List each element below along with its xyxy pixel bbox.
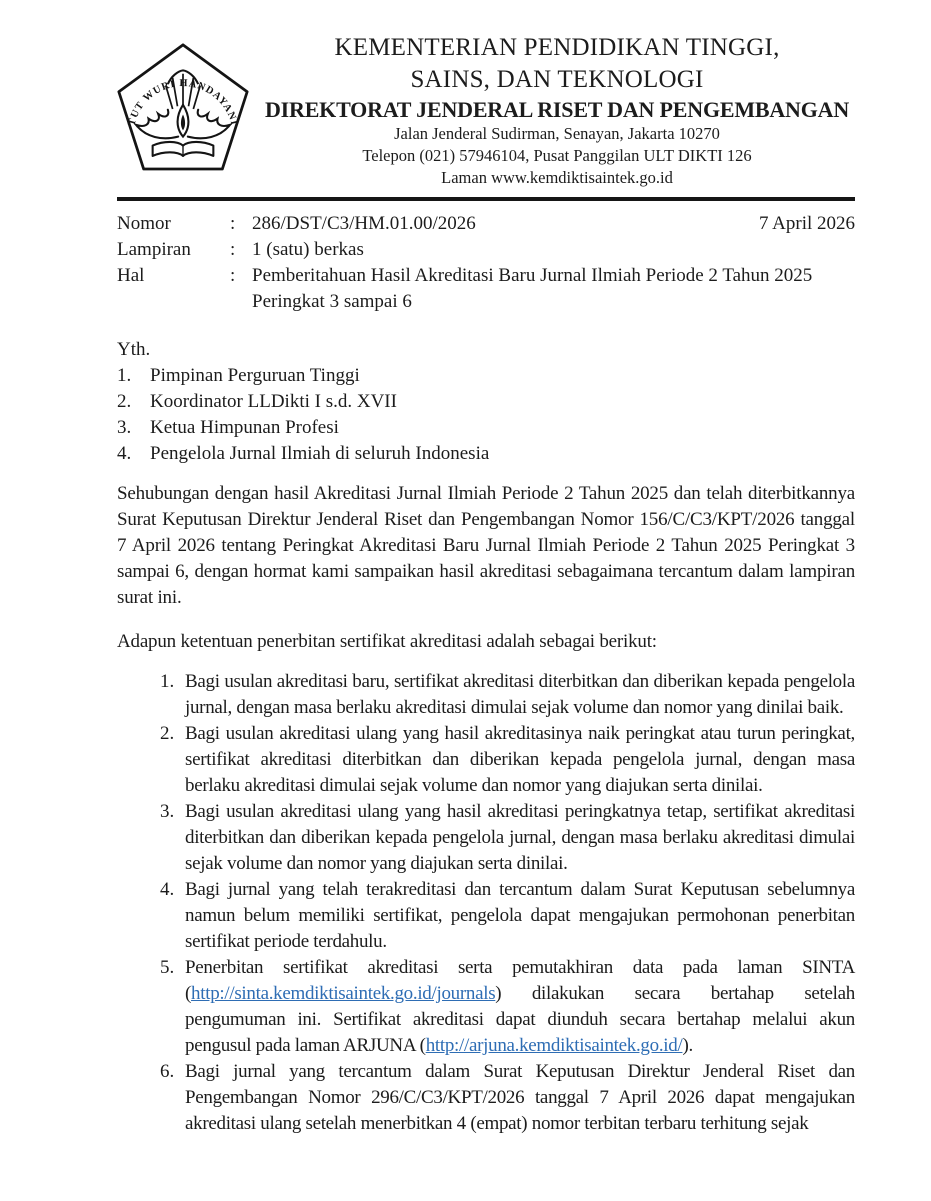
condition-text: Bagi jurnal yang telah terakreditasi dan tercantum dalam Surat Keputusan sebelumnya namun belum memiliki sertifikat, pengelola dapat mengajukan permohonan penerbitan sertifikat periode terdahulu. (185, 879, 855, 952)
condition-item-6 (160, 1059, 855, 1137)
letter-meta (117, 211, 855, 315)
condition-text: Bagi jurnal yang tercantum dalam Surat Keputusan Direktur Jenderal Riset dan Pengembangan Nomor 296/C/C3/KPT/2026 tanggal 7 April 2026 dapat mengajukan akreditasi ulang setelah menerbitkan 4 (empat) nomor terbitan terbaru terhitung sejak (185, 1061, 855, 1134)
recipient-number: 1. (117, 365, 132, 386)
recipient-text: Pengelola Jurnal Ilmiah di seluruh Indonesia (150, 443, 490, 464)
condition-number: 3. (160, 801, 175, 822)
condition-item-1 (160, 669, 855, 721)
recipient-item (117, 363, 855, 389)
ministry-name-line1: KEMENTERIAN PENDIDIKAN TINGGI, (334, 34, 780, 61)
condition-text: Bagi usulan akreditasi baru, sertifikat akreditasi diterbitkan dan diberikan kepada pengelola jurnal, dengan masa berlaku akreditasi dimulai sejak volume dan nomor yang dinilai baik. (185, 671, 855, 718)
letterhead-text (259, 32, 855, 189)
hal-value-line1: Pemberitahuan Hasil Akreditasi Baru Jurnal Ilmiah Periode 2 Tahun 2025 (252, 265, 813, 286)
sinta-journals-link[interactable]: http://sinta.kemdiktisaintek.go.id/journals (191, 983, 496, 1004)
lampiran-label: Lampiran (117, 239, 191, 260)
condition-text: Bagi usulan akreditasi ulang yang hasil akreditasinya naik peringkat atau turun peringkat, sertifikat akreditasi diterbitkan dan diberikan kepada pengelola jurnal, dengan masa berlaku akreditasi dimulai sejak volume dan nomor yang diajukan serta dinilai. (185, 723, 855, 796)
condition-number: 5. (160, 957, 175, 978)
condition-number: 2. (160, 723, 175, 744)
condition-text: Bagi usulan akreditasi ulang yang hasil akreditasi peringkatnya tetap, sertifikat akreditasi diterbitkan dan diberikan kepada pengelola jurnal, dengan masa berlaku akreditasi dimulai sejak volume dan nomor yang diajukan serta dinilai. (185, 801, 855, 874)
recipient-text: Pimpinan Perguruan Tinggi (150, 365, 360, 386)
recipient-text: Koordinator LLDikti I s.d. XVII (150, 391, 397, 412)
lampiran-row (117, 237, 855, 263)
condition-5-text-after: ). (682, 1035, 693, 1056)
hal-row (117, 263, 855, 315)
letterhead (117, 32, 855, 190)
recipient-item (117, 389, 855, 415)
condition-5-text-before: Penerbitan sertifikat akreditasi serta pemutakhiran data pada laman SINTA ( (185, 957, 855, 1004)
condition-number: 6. (160, 1061, 175, 1082)
recipient-item (117, 415, 855, 441)
condition-number: 1. (160, 671, 175, 692)
condition-item-5 (160, 955, 855, 1059)
recipients-block (117, 337, 855, 467)
condition-5-text-between: ) dilakukan secara bertahap setelah pengumuman ini. Sertifikat akreditasi dapat diunduh secara bertahap melalui akun pengusul pada laman ARJUNA ( (185, 983, 855, 1056)
nomor-label: Nomor (117, 213, 171, 234)
logo-arc-text: TUT WURI HANDAYANI (126, 78, 240, 128)
address-line: Jalan Jenderal Sudirman, Senayan, Jakarta 10270 (394, 124, 720, 143)
nomor-value: 286/DST/C3/HM.01.00/2026 (252, 213, 476, 234)
condition-item-3 (160, 799, 855, 877)
nomor-row (117, 211, 855, 237)
recipient-number: 4. (117, 443, 132, 464)
recipients-salutation: Yth. (117, 339, 151, 360)
recipient-text: Ketua Himpunan Profesi (150, 417, 339, 438)
directorate-name: DIREKTORAT JENDERAL RISET DAN PENGEMBANGAN (264, 97, 850, 122)
lampiran-value: 1 (satu) berkas (252, 239, 364, 260)
website-line: Laman www.kemdiktisaintek.go.id (441, 168, 673, 187)
tut-wuri-handayani-logo (114, 40, 252, 178)
hal-label: Hal (117, 265, 145, 286)
letter-date: 7 April 2026 (758, 213, 855, 234)
hal-value-line2: Peringkat 3 sampai 6 (252, 291, 412, 312)
tut-wuri-handayani-logo-svg (114, 40, 252, 178)
conditions-list (160, 669, 855, 1137)
recipient-number: 3. (117, 417, 132, 438)
ministry-name-line2: SAINS, DAN TEKNOLOGI (410, 66, 704, 93)
condition-text (185, 957, 855, 1056)
arjuna-link[interactable]: http://arjuna.kemdiktisaintek.go.id/ (425, 1035, 683, 1056)
condition-number: 4. (160, 879, 175, 900)
list-intro-paragraph: Adapun ketentuan penerbitan sertifikat akreditasi adalah sebagai berikut: (117, 631, 657, 652)
lampiran-colon: : (230, 239, 236, 260)
condition-item-2 (160, 721, 855, 799)
recipient-item (117, 441, 855, 467)
hal-value (252, 263, 855, 315)
nomor-colon: : (230, 213, 236, 234)
header-rule (117, 197, 855, 201)
phone-line: Telepon (021) 57946104, Pusat Panggilan ULT DIKTI 126 (362, 146, 752, 165)
opening-paragraph: Sehubungan dengan hasil Akreditasi Jurnal Ilmiah Periode 2 Tahun 2025 dan telah diterbitkannya Surat Keputusan Direktur Jenderal Riset dan Pengembangan Nomor 156/C/C3/KPT/2026 tanggal 7 April 2026 tentang Peringkat Akreditasi Baru Jurnal Ilmiah Periode 2 Tahun 2025 Peringkat 3 sampai 6, dengan hormat kami sampaikan hasil akreditasi sebagaimana tercantum dalam lampiran surat ini. (117, 483, 855, 608)
condition-item-4 (160, 877, 855, 955)
hal-colon: : (230, 265, 236, 286)
recipient-number: 2. (117, 391, 132, 412)
